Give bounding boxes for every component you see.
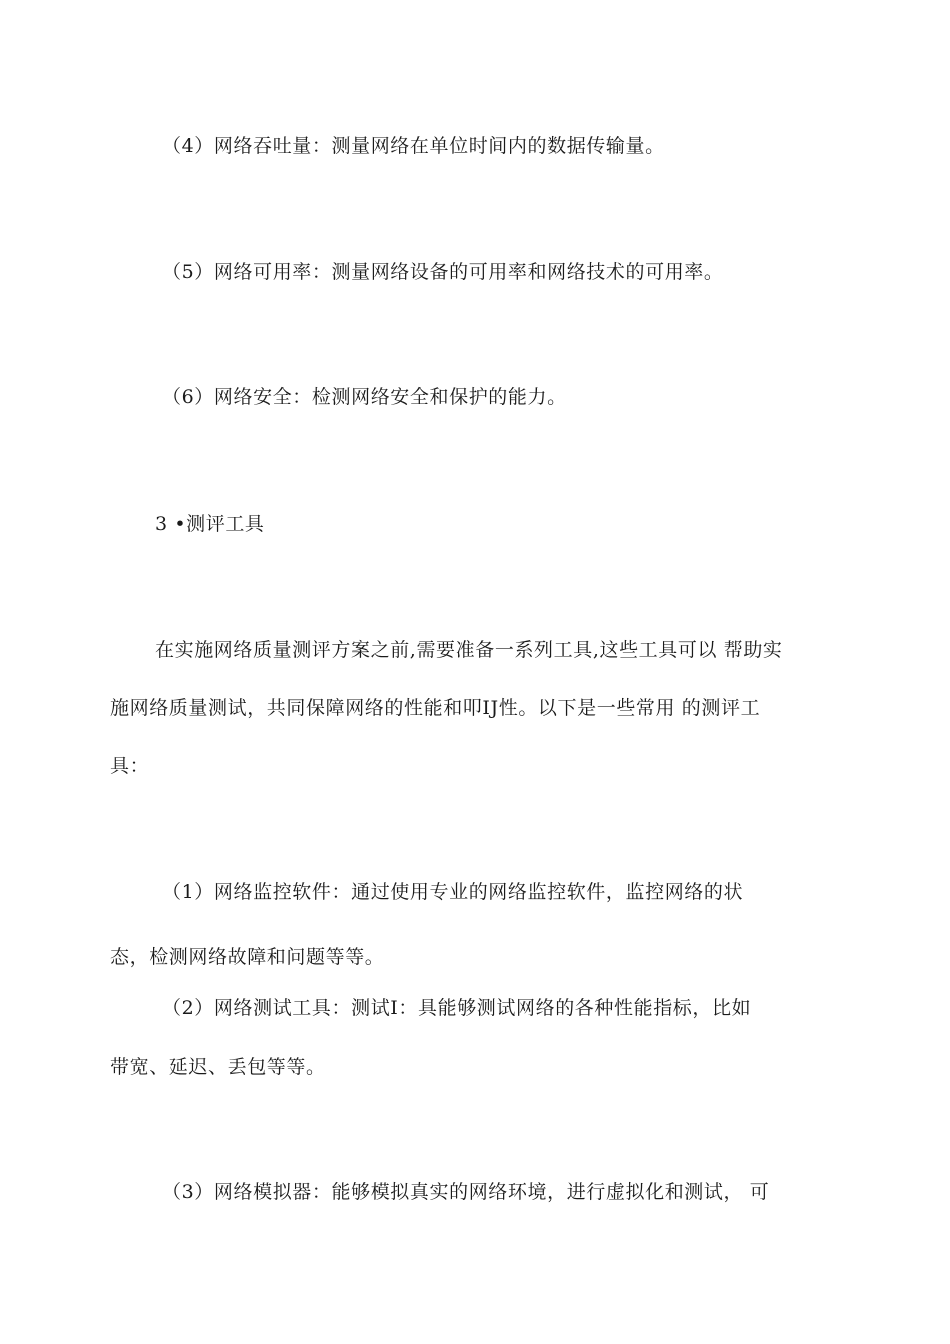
tool-item-testing-line-1: （2）网络测试工具：测试I：具能够测试网络的各种性能指标，比如 [162,997,752,1019]
intro-paragraph-line-3: 具： [110,755,150,777]
intro-paragraph-line-2: 施网络质量测试，共同保障网络的性能和叩IJ性。以下是一些常用 的测评工 [110,697,761,719]
metric-item-throughput: （4）网络吞吐量：测量网络在单位时间内的数据传输量。 [162,135,665,157]
metric-item-availability: （5）网络可用率：测量网络设备的可用率和网络技术的可用率。 [162,261,724,283]
tool-item-monitoring-line-1: （1）网络监控软件：通过使用专业的网络监控软件，监控网络的状 [162,881,744,903]
tool-item-testing-line-2: 带宽、延迟、丢包等等。 [110,1056,326,1078]
intro-paragraph-line-1: 在实施网络质量测评方案之前,需要准备一系列工具,这些工具可以 帮助实 [155,639,783,661]
metric-item-security: （6）网络安全：检测网络安全和保护的能力。 [162,386,567,408]
tool-item-simulator-line-1: （3）网络模拟器：能够模拟真实的网络环境，进行虚拟化和测试， 可 [162,1181,770,1203]
tool-item-monitoring-line-2: 态，检测网络故障和问题等等。 [110,946,385,968]
section-heading: 3 •测评工具 [155,513,265,535]
